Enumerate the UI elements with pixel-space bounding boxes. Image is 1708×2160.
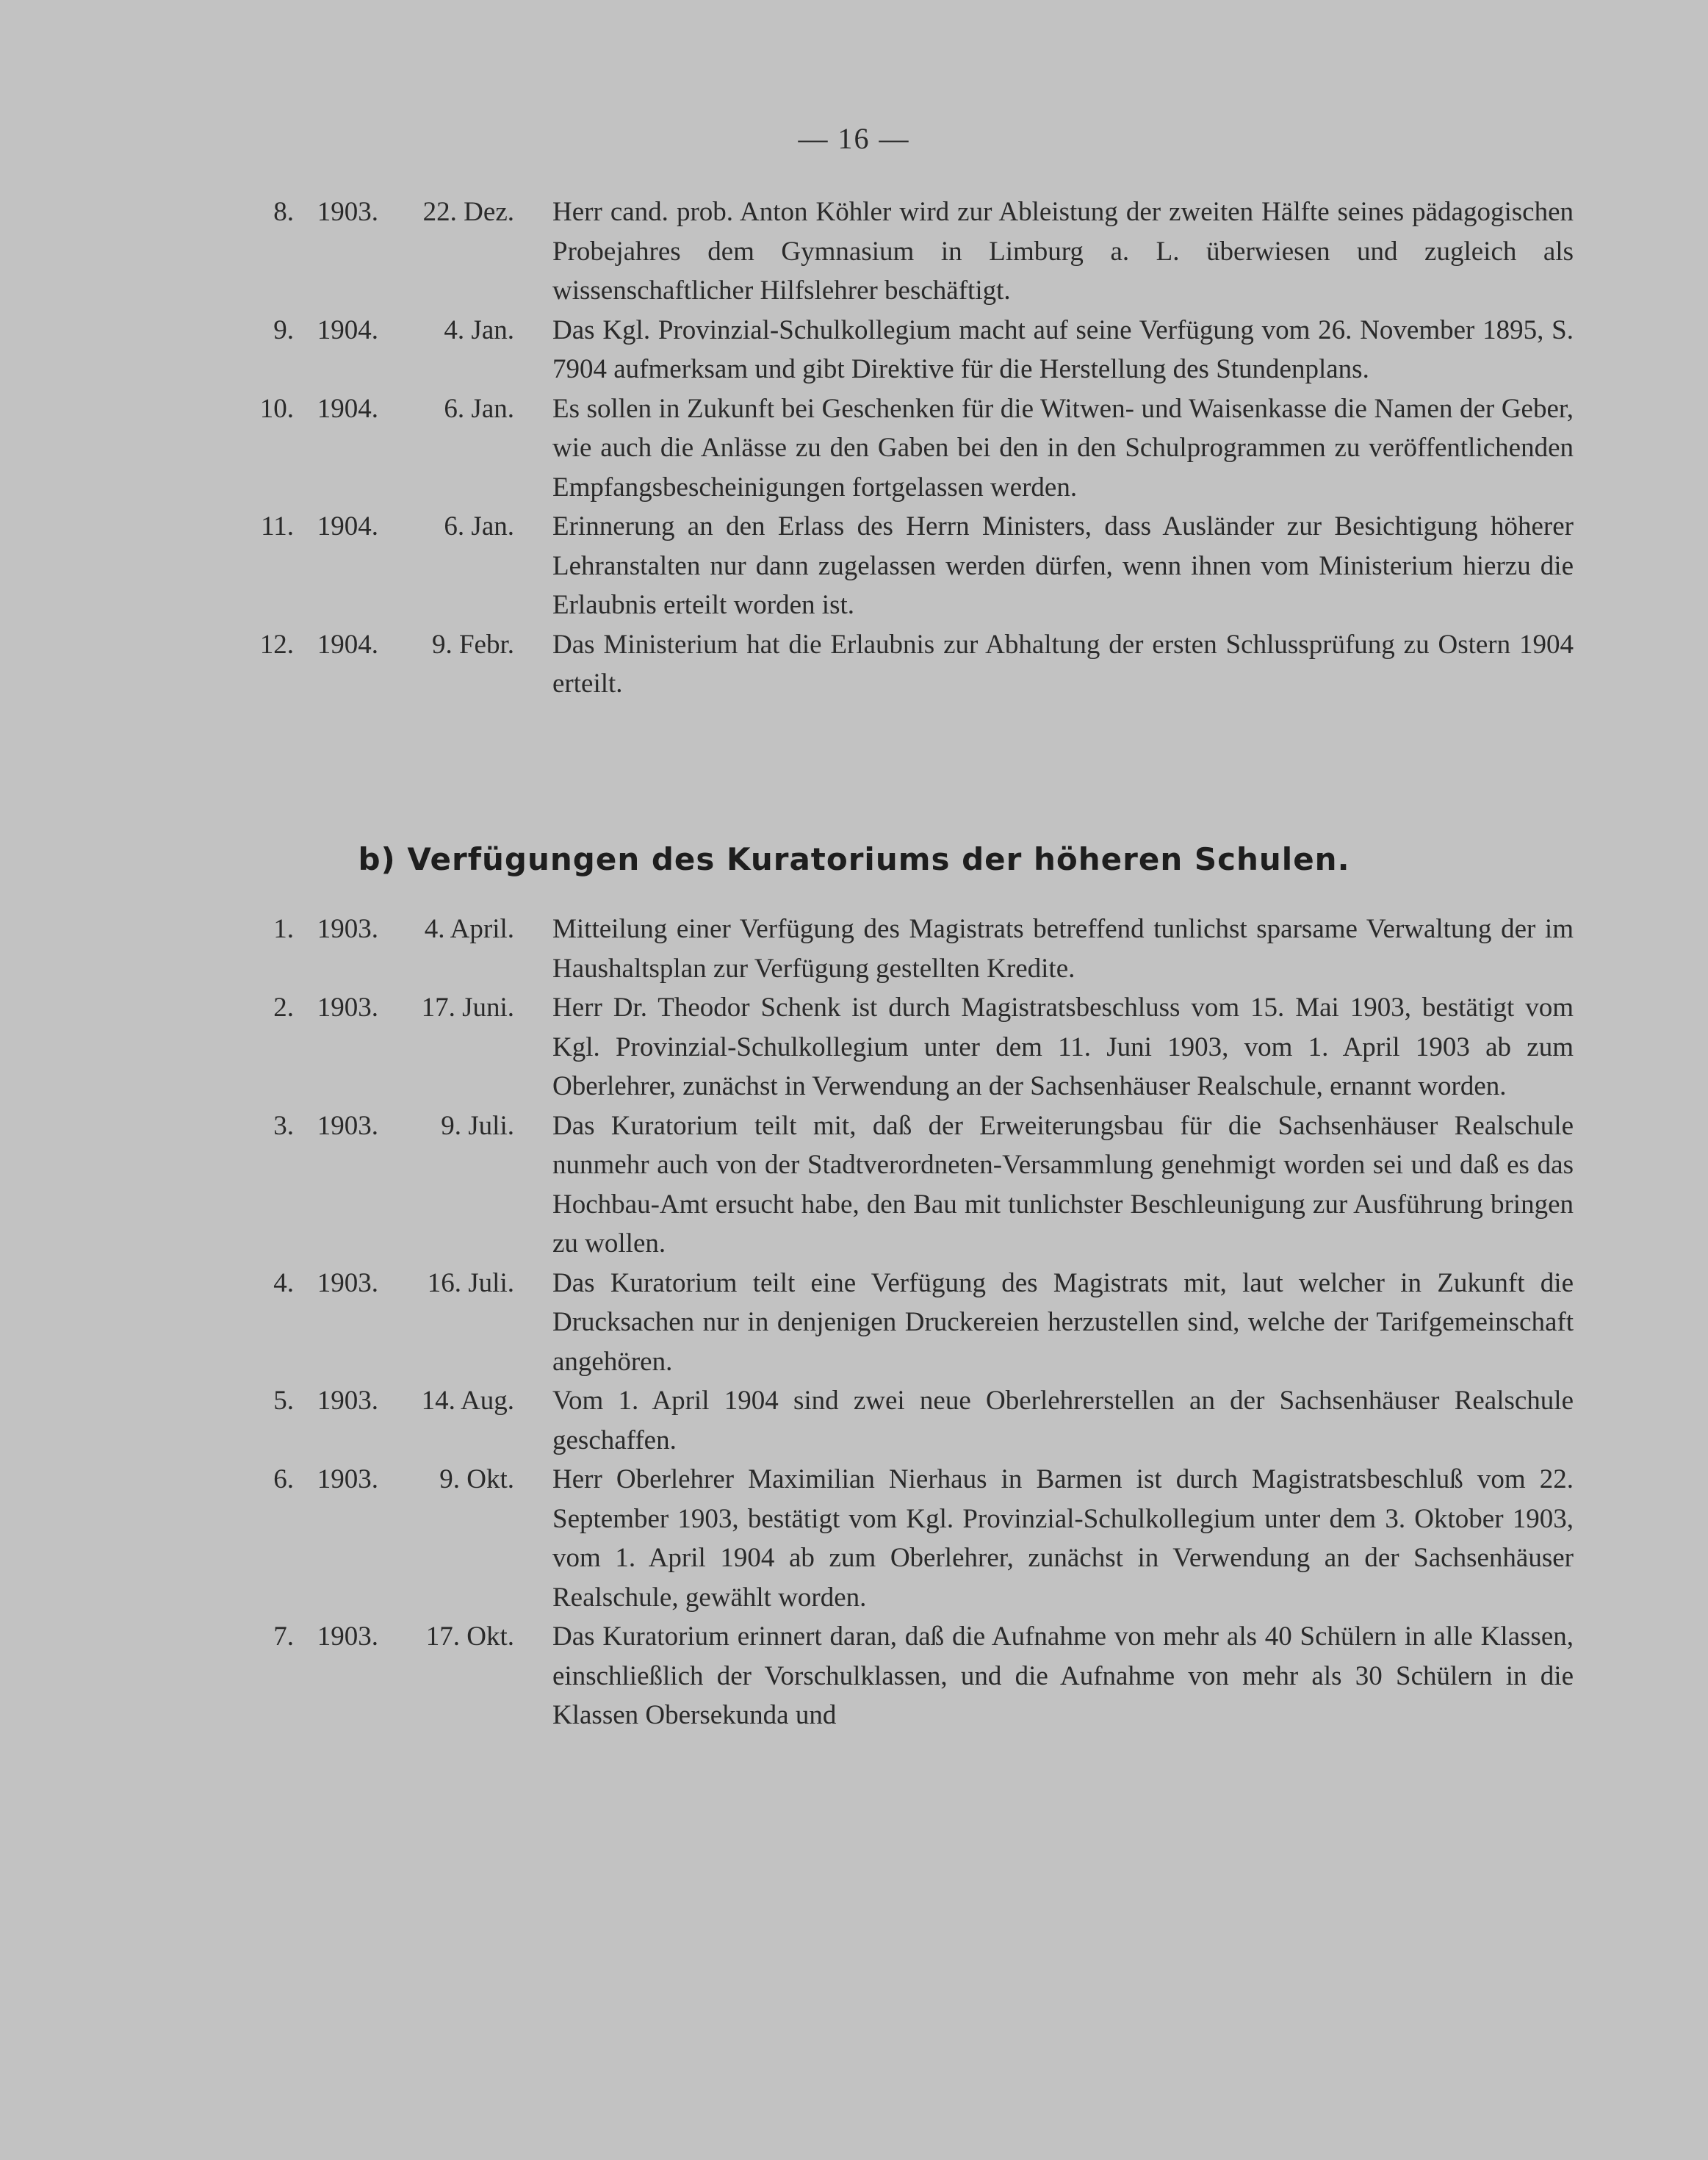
entry-year: 1904. — [317, 629, 378, 660]
entry-date: 9. Okt. — [439, 1464, 514, 1494]
entry-text: Herr Dr. Theodor Schenk ist durch Magistratsbeschluss vom 15. Mai 1903, bestätigt vom Kgl. Provinzial-Schulkollegium unter dem 11. Juni 1903, vom 1. April 1903 ab zum Oberlehrer, zunächst in Verwendung an der Sachsenhäuser Realschule, ernannt worden. — [552, 993, 1574, 1101]
list-item — [242, 311, 1579, 389]
list-item — [242, 910, 1579, 988]
entry-year: 1904. — [317, 393, 378, 424]
section-b-list — [242, 910, 1579, 1735]
entry-text: Das Kuratorium teilt mit, daß der Erweiterungsbau für die Sachsenhäuser Realschule nunmehr auch von der Stadtverordneten-Versammlung genehmigt worden sei und daß es das Hochbau-Amt ersucht habe, den Bau mit tunlichster Beschleunigung zur Ausführung bringen zu wollen. — [552, 1110, 1574, 1259]
entry-number: 9. — [273, 314, 294, 345]
list-item — [242, 988, 1579, 1106]
entry-text: Das Kgl. Provinzial-Schulkollegium macht auf seine Verfügung vom 26. November 1895, S. 7904 aufmerksam und gibt Direktive für die Herstellung des Stundenplans. — [552, 314, 1574, 384]
entry-text: Mitteilung einer Verfügung des Magistrats betreffend tunlichst sparsame Verwaltung der im Haushaltsplan zur Verfügung gestellten Kredite. — [552, 914, 1574, 984]
list-item — [242, 1106, 1579, 1264]
page-number: — 16 — — [798, 122, 910, 155]
entry-date: 17. Juni. — [421, 993, 514, 1023]
entry-year: 1903. — [317, 1110, 378, 1141]
entry-date: 6. Jan. — [444, 393, 514, 424]
entry-text: Das Kuratorium teilt eine Verfügung des Magistrats mit, laut welcher in Zukunft die Drucksachen nur in denjenigen Druckereien herzustellen sind, welche der Tarifgemeinschaft angehören. — [552, 1267, 1574, 1377]
entry-year: 1903. — [317, 197, 378, 227]
list-item — [242, 1460, 1579, 1617]
entry-number: 6. — [273, 1464, 294, 1494]
list-item — [242, 389, 1579, 508]
entry-date: 9. Juli. — [441, 1110, 514, 1141]
entry-number: 1. — [273, 914, 294, 944]
entry-number: 5. — [273, 1386, 294, 1416]
entry-number: 7. — [273, 1621, 294, 1652]
entry-number: 10. — [259, 393, 294, 424]
entry-year: 1903. — [317, 1464, 378, 1494]
list-item — [242, 625, 1579, 704]
entry-date: 22. Dez. — [422, 197, 514, 227]
entry-text: Erinnerung an den Erlass des Herrn Ministers, dass Ausländer zur Besichtigung höherer Lehranstalten nur dann zugelassen werden dürfen, wenn ihnen vom Ministerium hierzu die Erlaubnis erteilt worden ist. — [552, 511, 1574, 620]
entry-text: Herr cand. prob. Anton Köhler wird zur Ableistung der zweiten Hälfte seines pädagogischen Probejahres dem Gymnasium in Limburg a. L. überwiesen und zugleich als wissenschaftlicher Hilfslehrer beschäftigt. — [552, 197, 1574, 306]
entry-number: 12. — [259, 629, 294, 660]
entry-date: 17. Okt. — [425, 1621, 514, 1652]
entry-number: 2. — [273, 993, 294, 1023]
entry-number: 4. — [273, 1267, 294, 1298]
entry-year: 1903. — [317, 1267, 378, 1298]
entry-number: 11. — [261, 511, 294, 541]
entry-number: 8. — [273, 197, 294, 227]
entry-year: 1903. — [317, 1621, 378, 1652]
entry-year: 1903. — [317, 1386, 378, 1416]
entry-date: 16. Juli. — [427, 1267, 514, 1298]
entry-year: 1904. — [317, 511, 378, 541]
entry-text: Das Ministerium hat die Erlaubnis zur Abhaltung der ersten Schlussprüfung zu Ostern 1904 erteilt. — [552, 629, 1574, 699]
entry-year: 1904. — [317, 314, 378, 345]
entry-text: Es sollen in Zukunft bei Geschenken für die Witwen- und Waisenkasse die Namen der Geber, wie auch die Anlässe zu den Gaben bei den in den Schulprogrammen zu veröffentlichenden Empfangsbescheinigungen fortgelassen werden. — [552, 393, 1574, 503]
entry-text: Vom 1. April 1904 sind zwei neue Oberlehrerstellen an der Sachsenhäuser Realschule geschaffen. — [552, 1386, 1574, 1455]
entry-text: Herr Oberlehrer Maximilian Nierhaus in Barmen ist durch Magistratsbeschluß vom 22. September 1903, bestätigt vom Kgl. Provinzial-Schulkollegium unter dem 3. Oktober 1903, vom 1. April 1904 ab zum Oberlehrer, zunächst in Verwendung an der Sachsenhäuser Realschule, gewählt worden. — [552, 1464, 1574, 1613]
entry-text: Das Kuratorium erinnert daran, daß die Aufnahme von mehr als 40 Schülern in alle Klassen, einschließlich der Vorschulklassen, und die Aufnahme von mehr als 30 Schülern in die Klassen Obersekunda und — [552, 1621, 1574, 1730]
entry-date: 9. Febr. — [431, 629, 514, 660]
list-item — [242, 1617, 1579, 1735]
list-item — [242, 192, 1579, 311]
entry-date: 4. April. — [424, 914, 514, 944]
entry-date: 6. Jan. — [444, 511, 514, 541]
section-a-list — [242, 192, 1579, 704]
section-heading: b) Verfügungen des Kuratoriums der höheren Schulen. — [358, 841, 1350, 877]
list-item — [242, 1264, 1579, 1382]
entry-date: 14. Aug. — [421, 1386, 514, 1416]
entry-number: 3. — [273, 1110, 294, 1141]
entry-year: 1903. — [317, 914, 378, 944]
list-item — [242, 1381, 1579, 1460]
entry-year: 1903. — [317, 993, 378, 1023]
list-item — [242, 507, 1579, 625]
entry-date: 4. Jan. — [444, 314, 514, 345]
